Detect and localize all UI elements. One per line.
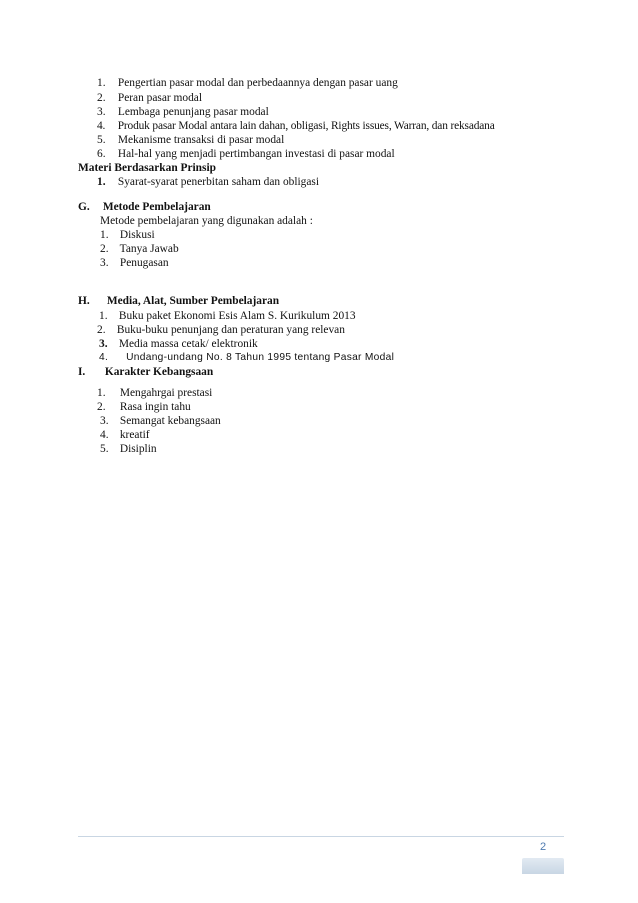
list-number: 5. [100,443,109,455]
section-g-heading [78,200,211,214]
list-number: 4. [97,120,106,132]
footer-divider [78,836,564,837]
list-number: 5. [97,134,106,146]
section-i-item-5 [100,442,157,456]
list-number: 1. [97,387,106,399]
list-number: 3. [97,106,106,118]
intro-list-item-1 [97,76,398,90]
list-number: 6. [97,148,106,160]
list-number: 3. [100,257,109,269]
list-number: 4. [100,429,109,441]
materi-prinsip-item-1 [97,175,319,189]
list-text: Media massa cetak/ elektronik [118,338,258,350]
section-title: Metode Pembelajaran [102,201,211,213]
intro-list-item-4 [97,119,495,133]
list-number: 2. [97,401,106,413]
list-text: Pengertian pasar modal dan perbedaannya dengan pasar uang [117,77,398,89]
section-g-item-3 [100,256,169,270]
list-text: Disiplin [119,443,157,455]
list-number: 2. [97,92,106,104]
section-i-item-1 [97,386,212,400]
list-text: Produk pasar Modal antara lain dahan, obligasi, Rights issues, Warran, dan reksadana [117,120,495,132]
page-number: 2 [540,841,547,853]
section-h-item-4 [99,351,394,365]
list-text: Hal-hal yang menjadi pertimbangan investasi di pasar modal [117,148,395,160]
list-text: Mekanisme transaksi di pasar modal [117,134,285,146]
footer-tab-decoration [522,858,564,874]
section-i-item-3 [100,414,221,428]
list-number: 1. [100,229,109,241]
list-text: kreatif [119,429,150,441]
list-number: 4. [99,352,109,363]
section-h-item-1 [99,309,356,323]
list-number: 2. [97,324,106,336]
section-h-item-2 [97,323,345,337]
list-text: Buku-buku penunjang dan peraturan yang relevan [116,324,345,336]
list-number: 3. [100,415,109,427]
section-i-heading [78,365,213,379]
intro-list-item-2 [97,91,202,105]
list-text: Diskusi [119,229,155,241]
list-text: Buku paket Ekonomi Esis Alam S. Kurikulum 2013 [118,310,356,322]
list-text: Penugasan [119,257,169,269]
list-text: Peran pasar modal [117,92,202,104]
materi-prinsip-heading: Materi Berdasarkan Prinsip [78,162,216,174]
section-letter: G. [78,201,90,213]
list-text: Lembaga penunjang pasar modal [117,106,269,118]
section-i-item-2 [97,400,191,414]
list-text: Tanya Jawab [119,243,179,255]
section-letter: I. [78,366,86,378]
intro-list-item-3 [97,105,269,119]
section-i-item-4 [100,428,150,442]
list-text: Mengahrgai prestasi [119,387,213,399]
section-letter: H. [78,295,90,307]
list-text: Semangat kebangsaan [119,415,221,427]
section-h-item-3 [99,337,258,351]
list-number: 1. [97,77,106,89]
section-title: Karakter Kebangsaan [104,366,214,378]
section-g-intro: Metode pembelajaran yang digunakan adalah : [100,215,313,227]
section-h-heading [78,294,279,308]
section-g-item-1 [100,228,155,242]
list-text: Syarat-syarat penerbitan saham dan obligasi [117,176,320,188]
list-number: 2. [100,243,109,255]
intro-list-item-6 [97,147,395,161]
list-text: Undang-undang No. 8 Tahun 1995 tentang Pasar Modal [126,352,395,363]
section-title: Media, Alat, Sumber Pembelajaran [106,295,280,307]
section-g-item-2 [100,242,179,256]
list-text: Rasa ingin tahu [119,401,191,413]
list-number: 1. [97,176,106,188]
list-number: 1. [99,310,108,322]
list-number: 3. [99,338,108,350]
intro-list-item-5 [97,133,284,147]
